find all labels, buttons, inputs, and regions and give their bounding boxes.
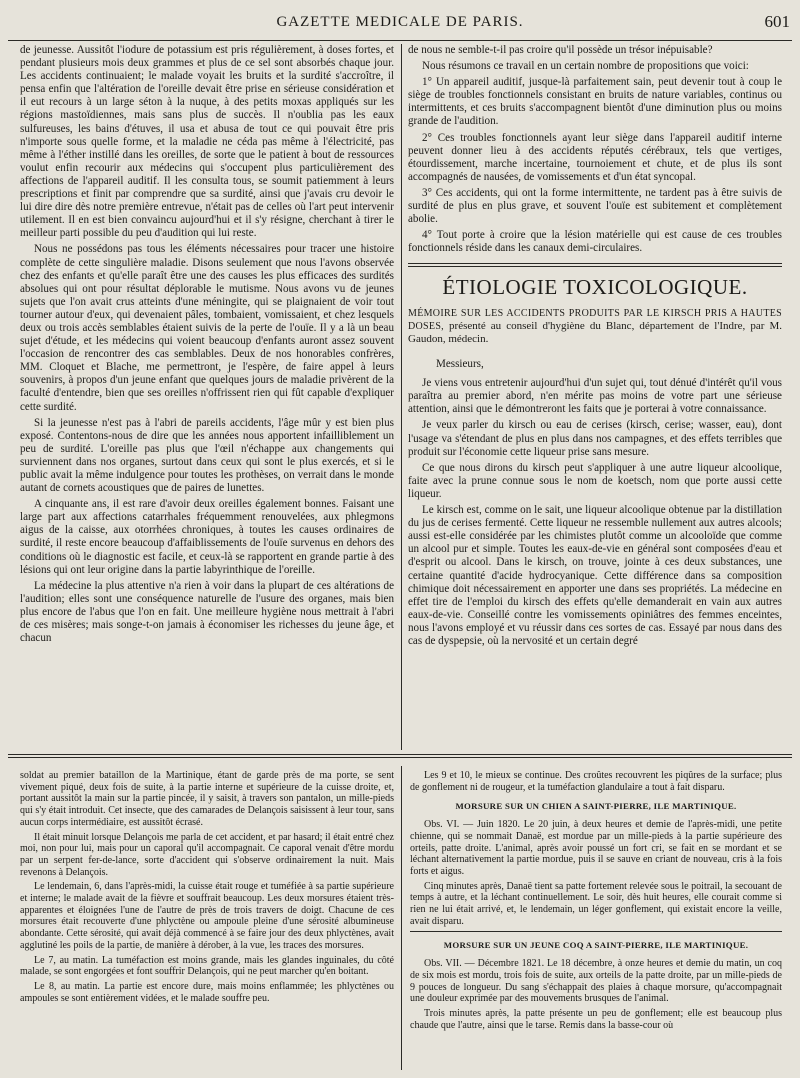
paragraph: Le lendemain, 6, dans l'après-midi, la cuisse était rouge et tuméfiée à sa partie supérieure et interne; le malade avait de la fièvre et souffrait beaucoup. Les deux morsures étaient très-apparentes et éloignées l'une de l'autre de près de trois travers de doigt. Chacune de ces morsures était recouverte d'une phlyctène ou ampoule pleine d'une sérosité albumineuse abondante. Cette sérosité, qui avait déjà commencé à se faire jour des deux phlyctènes, avait agglutiné les poils de la partie, de manière à dérober, à la vue, les traces des morsures. xyxy=(20,881,394,951)
paragraph: 4° Tout porte à croire que la lésion matérielle qui est cause de ces troubles fonctionnels réside dans les canaux demi-circulaires. xyxy=(408,229,782,255)
paragraph: Le kirsch est, comme on le sait, une liqueur alcoolique obtenue par la distillation du jus de cerises fermenté. Cette liqueur ne ressemble nullement aux autres alcools; aussi est-elle considérée par les chimistes plutôt comme un alcooloïde que comme un alcool pur et simple. Toutes les eaux-de-vie en général sont composées d'eau et d'esprit ou alcool. Dans le kirsch, on trouve, jointe à ces deux substances, une certaine quantité d'acide hydrocyanique. Cette différence dans sa composition chimique doit nécessairement en apporter une dans ses propriétés. La médecine en effet tire de l'emploi du kirsch des effets qu'elle demanderait en vain aux autres eaux-de-vie. Conseillé contre les vomissements opiniâtres des femmes enceintes, nous l'avons employé et vu réussir dans ces sortes de cas. Essayé par nous dans des cas de dyspepsie, où la nervosité et un certain degré xyxy=(408,504,782,647)
column-divider-top xyxy=(401,44,402,750)
bottom-right-column xyxy=(410,770,782,1070)
paragraph: soldat au premier bataillon de la Martinique, étant de garde près de ma porte, se sent vivement piqué, deux fois de suite, à la partie interne et supérieure de la cuisse droite, et, portant aussitôt la main sur la partie pincée, il y saisit, à travers son pantalon, un mille-pieds qui s'y était introduit. Cet insecte, que des camarades de Delançois saisissent à leur tour, sans aucun corps intermédiaire, est aussitôt écrasé. xyxy=(20,770,394,828)
paragraph: de jeunesse. Aussitôt l'iodure de potassium est pris régulièrement, à doses fortes, et pendant plusieurs mois deux grammes et plus de ce sel sont absorbés chaque jour. Les accidents continuaient; le malade voyait les bruits et la surdité s'accroître, il pensa enfin que l'altération de l'oreille devait être prise en sérieuse considération et il eut recours à un large séton à la nuque, à des petits moxas appliqués sur les régions mastoïdiennes, mais sans plus de succès. Il n'oublia pas les eaux sulfureuses, les bains d'étuves, il usa et abusa de tout ce qui pouvait être pris n'importe sous quelle forme, et la maladie ne céda pas même à l'électricité, pas même à l'éther instillé dans les oreilles, de sorte que le patient à bout de ressources voulut enfin recourir aux médecins qui s'occupent plus particulièrement des affections de l'appareil auditif. Il les consulta tous, se soumit patiemment à leurs prescriptions et finit par comprendre que sa surdité, ainsi que j'avais cru devoir le lui dire dire dès notre première entrevue, n'était pas de celles où l'art peut intervenir utilement. Il en est bien convaincu aujourd'hui et il s'y résigne, cherchant à tirer le meilleur parti possible du peu d'audition qui lui reste. xyxy=(20,44,394,240)
paragraph: 2° Ces troubles fonctionnels ayant leur siège dans l'appareil auditif interne peuvent donner lieu à des accidents réputés cérébraux, tels que vertiges, étourdissement, marche incertaine, tournoiement et chute, et de plus ils sont accompagnés de nausées, de vomissements et d'un état syncopal. xyxy=(408,131,782,183)
section-title: ÉTIOLOGIE TOXICOLOGIQUE. xyxy=(442,275,748,300)
mid-rule-2 xyxy=(8,757,792,758)
paragraph: Obs. VII. — Décembre 1821. Le 18 décembre, à onze heures et demie du matin, un coq de six mois est mordu, trois fois de suite, aux orteils de la patte droite, par un mille-pieds de 9 pouces de longueur. Du sang s'échappait des plaies à chaque morsure, qu'accompagnait une douleur exprimée par des mouvements brusques de l'animal. xyxy=(410,958,782,1005)
column-divider-bottom xyxy=(401,766,402,1070)
paragraph: de nous ne semble-t-il pas croire qu'il possède un trésor inépuisable? xyxy=(408,44,713,56)
observation-heading: MORSURE SUR UN CHIEN A SAINT-PIERRE, ILE MARTINIQUE. xyxy=(455,801,737,812)
paragraph: Je veux parler du kirsch ou eau de cerises (kirsch, cerise; wasser, eau), dont l'usage va s'étendant de plus en plus dans nos campagnes, et des effets terribles que produit sur l'économie cette liqueur prise sans mesure. xyxy=(408,419,782,458)
memoire-rest: présenté au conseil d'hygiène du Blanc, département de l'Indre, par M. Gaudon, médecin. xyxy=(408,319,782,345)
memoire-caps: MÉMOIRE SUR LES ACCIDENTS PRODUITS PAR LE KIRSCH PRIS A HAUTES DOSES, xyxy=(408,307,782,332)
page-header xyxy=(0,0,800,40)
paragraph: Nous résumons ce travail en un certain nombre de propositions que voici: xyxy=(422,60,749,73)
paragraph: Le 7, au matin. La tuméfaction est moins grande, mais les glandes inguinales, du côté malade, se sont engorgées et font souffrir Delançois, qui ne peut marcher qu'en boitant. xyxy=(20,954,394,978)
page-number: 601 xyxy=(764,12,790,31)
paragraph: Obs. VI. — Juin 1820. Le 20 juin, à deux heures et demie de l'après-midi, une petite chienne, qui se nommait Danaë, est mordue par un mille-pieds à la partie supérieure des orteils, patte droite. L'animal, après avoir poussé un fort cri, se fait en se mordant et se léchant alternativement la partie mordue, puis il se sauve en criant de nouveau, cris à la fois forts et aigus. xyxy=(410,819,782,877)
paragraph: Le 8, au matin. La partie est encore dure, mais moins enflammée; les phlyctènes ou ampoules se sont entièrement vidées, et le malade souffre peu. xyxy=(20,980,394,1004)
paragraph: 3° Ces accidents, qui ont la forme intermittente, ne tardent pas à être suivis de surdité de plus en plus grave, et souvent l'ouïe est subitement et complètement abolie. xyxy=(408,186,782,226)
paragraph: Trois minutes après, la patte présente un peu de gonflement; elle est beaucoup plus chaude que l'autre, ainsi que le tarse. Remis dans la basse-cour où xyxy=(410,1007,782,1031)
paragraph: Si la jeunesse n'est pas à l'abri de pareils accidents, l'âge mûr y est bien plus exposé. Contentons-nous de dire que les années nous apportent infailliblement un peu de surdité. L'oreille pas plus que l'œil n'échappe aux changements qui surviennent dans nos organes, surtout dans ceux qui sont le plus exercés, et si le public avait la même indulgence pour toutes les prothèses, on verrait dans le monde autant de cornets acoustiques que de paires de lunettes. xyxy=(20,416,394,495)
paragraph: A cinquante ans, il est rare d'avoir deux oreilles également bonnes. Faisant une large part aux affections catarrhales fréquemment renouvelées, aux phlegmons aigus de la caisse, aux otorrhées chroniques, à toutes les causes ordinaires de surdité, il reste encore beaucoup d'affaiblissements de l'ouïe survenus en dehors des conditions où le diagnostic est facile, et ceux-là se rapportent en grande partie à des lésions qui ont leur origine dans la partie labyrinthique de l'oreille. xyxy=(20,498,394,576)
sub-rule xyxy=(410,931,782,932)
bottom-left-column xyxy=(20,770,394,1070)
paragraph: Cinq minutes après, Danaë tient sa patte fortement relevée sous le poitrail, la secouant de temps à autre, et la léchant continuellement. Le soir, dès huit heures, elle courait comme si rien ne lui était arrivé, et, le lendemain, un léger gonflement, qui existait encore la veille, avait disparu. xyxy=(410,880,782,927)
top-right-column xyxy=(408,44,782,750)
paragraph: 1° Un appareil auditif, jusque-là parfaitement sain, peut devenir tout à coup le siège de troubles fonctionnels consistant en bruits de nature variables, continus ou intermittents, et ces bruits s'accompagnent bientôt d'une diminution plus ou moins grande de l'audition. xyxy=(408,76,782,128)
observation-heading: MORSURE SUR UN JEUNE COQ A SAINT-PIERRE, ILE MARTINIQUE. xyxy=(443,940,749,951)
mid-rule-1 xyxy=(8,754,792,755)
memoire-heading xyxy=(408,307,782,347)
top-left-column xyxy=(20,44,394,750)
paragraph: Nous ne possédons pas tous les éléments nécessaires pour tracer une histoire complète de cette singulière maladie. Disons seulement que nous l'avons observée chez des enfants et qu'elle paraît être une des causes les plus efficaces des surdités absolues qui ont pour résultat déplorable le mutisme. Nous avons vu de jeunes sujets que l'on avait crus atteints d'une méningite, qui se plaignaient de voir tout tourner autour d'eux, qui devenaient pâles, tombaient, vomissaient, et chez lesquels deux ou trois accès semblables étaient suivis de la perte de l'ouïe. Il y a là un beau sujet d'étude, et les médecins qui voient beaucoup d'enfants auront assez souvent l'occasion de rencontrer des cas semblables. Deux de nos honorables confrères, MM. Cloquet et Blache, me permettront, je l'espère, de faire appel à leurs souvenirs, à propos d'un jeune enfant que quelques jours de maladie privèrent de la faculté d'entendre, bien que ses oreilles n'offrissent rien qui fût capable d'expliquer cette surdité. xyxy=(20,243,394,413)
paragraph: Ce que nous dirons du kirsch peut s'appliquer à une autre liqueur alcoolique, faite avec la prune connue sous le nom de koetsch, nom que porte aussi cette liqueur. xyxy=(408,461,782,500)
section-rule xyxy=(408,263,782,267)
header-rule xyxy=(8,40,792,41)
paragraph: Les 9 et 10, le mieux se continue. Des croûtes recouvrent les piqûres de la surface; plus de gonflement ni de rougeur, et la tuméfaction glandulaire a tout à fait disparu. xyxy=(410,770,782,793)
paragraph: Il était minuit lorsque Delançois me parla de cet accident, et par hasard; il était entré chez moi, non pour lui, mais pour un caporal qu'il accompagnait. Ce caporal venait d'être mordu par un serpent fer-de-lance, sorte d'accident qui s'observe ordinairement la nuit. Mais revenons à Delançois. xyxy=(20,831,394,878)
salutation: Messieurs, xyxy=(436,358,484,371)
journal-title: GAZETTE MEDICALE DE PARIS. xyxy=(276,14,524,30)
paragraph: Je viens vous entretenir aujourd'hui d'un sujet qui, tout dénué d'intérêt qu'il vous paraîtra au premier abord, n'en mérite pas moins de votre part une sérieuse attention, ainsi que le démontreront les faits que je porterai à votre connaissance. xyxy=(408,377,782,416)
paragraph: La médecine la plus attentive n'a rien à voir dans la plupart de ces altérations de l'audition; elles sont une conséquence naturelle de l'usure des organes, mais bien plus encore de l'abus que l'on en fait. Une meilleure hygiène nous mettrait à l'abri de ces misères; mais songe-t-on jamais à économiser les richesses du jeune âge, et chacun xyxy=(20,579,394,645)
